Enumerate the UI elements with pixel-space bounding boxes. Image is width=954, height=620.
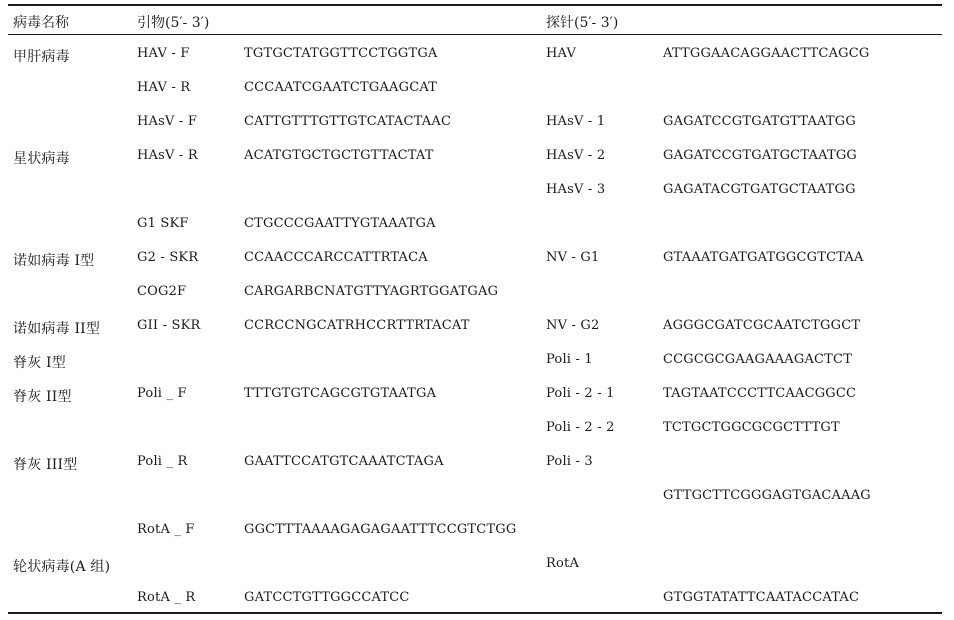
virus-name-cell: 轮状病毒(A 组) xyxy=(13,559,111,575)
primer-sequence-cell: CTGCCCGAATTYGTAAATGA xyxy=(244,216,436,231)
primer-name-cell: Poli _ F xyxy=(137,386,187,401)
probe-sequence-cell: GTGGTATATTCAATACCATAC xyxy=(663,590,860,605)
primer-name-cell: COG2F xyxy=(137,284,187,299)
table-header-rule xyxy=(8,34,942,35)
probe-name-cell: Poli - 2 - 2 xyxy=(546,420,615,435)
primer-sequence-cell: ACATGTGCTGCTGTTACTAT xyxy=(244,148,434,163)
probe-sequence-cell: GAGATACGTGATGCTAATGG xyxy=(663,182,856,197)
table-row xyxy=(0,308,954,342)
header-probe: 探针(5′- 3′) xyxy=(546,15,619,31)
primer-name-cell: HAV - F xyxy=(137,46,190,61)
probe-sequence-cell: GAGATCCGTGATGCTAATGG xyxy=(663,148,857,163)
virus-name-cell: 脊灰 III型 xyxy=(13,457,78,473)
primer-name-cell: HAsV - F xyxy=(137,114,198,129)
probe-sequence-cell: GTTGCTTCGGGAGTGACAAAG xyxy=(663,488,871,503)
primer-name-cell: RotA _ F xyxy=(137,522,195,537)
probe-name-cell: Poli - 3 xyxy=(546,454,593,469)
primer-name-cell: G1 SKF xyxy=(137,216,189,231)
primer-sequence-cell: GAATTCCATGTCAAATCTAGA xyxy=(244,454,444,469)
table-row xyxy=(0,70,954,104)
probe-name-cell: HAsV - 1 xyxy=(546,114,606,129)
probe-sequence-cell: ATTGGAACAGGAACTTCAGCG xyxy=(663,46,870,61)
probe-name-cell: HAV xyxy=(546,46,577,61)
table-row xyxy=(0,342,954,376)
probe-name-cell: HAsV - 2 xyxy=(546,148,606,163)
primer-sequence-cell: CCCAATCGAATCTGAAGCAT xyxy=(244,80,438,95)
primer-sequence-cell: TTTGTGTCAGCGTGTAATGA xyxy=(244,386,437,401)
probe-sequence-cell: TCTGCTGGCGCGCTTTGT xyxy=(663,420,840,435)
table-row xyxy=(0,512,954,546)
table-row xyxy=(0,478,954,512)
table-row xyxy=(0,274,954,308)
virus-name-cell: 甲肝病毒 xyxy=(13,49,70,65)
virus-name-cell: 脊灰 II型 xyxy=(13,389,72,405)
probe-name-cell: Poli - 2 - 1 xyxy=(546,386,615,401)
header-primer: 引物(5′- 3′) xyxy=(137,15,210,31)
probe-name-cell: Poli - 1 xyxy=(546,352,593,367)
probe-sequence-cell: GTAAATGATGATGGCGTCTAA xyxy=(663,250,864,265)
primer-sequence-cell: TGTGCTATGGTTCCTGGTGA xyxy=(244,46,438,61)
table-bottom-rule xyxy=(8,612,942,614)
virus-name-cell: 脊灰 I型 xyxy=(13,355,66,371)
primer-name-cell: G2 - SKR xyxy=(137,250,199,265)
probe-sequence-cell: CCGCGCGAAGAAAGACTCT xyxy=(663,352,853,367)
probe-sequence-cell: TAGTAATCCCTTCAACGGCC xyxy=(663,386,857,401)
primer-name-cell: RotA _ R xyxy=(137,590,196,605)
primer-sequence-cell: CATTGTTTGTTGTCATACTAAC xyxy=(244,114,452,129)
table-row xyxy=(0,138,954,172)
table-row xyxy=(0,546,954,580)
primer-name-cell: HAsV - R xyxy=(137,148,198,163)
primer-sequence-cell: CCRCCNGCATRHCCRTTRTACAT xyxy=(244,318,470,333)
probe-name-cell: NV - G2 xyxy=(546,318,600,333)
primer-name-cell: GII - SKR xyxy=(137,318,201,333)
probe-sequence-cell: AGGGCGATCGCAATCTGGCT xyxy=(663,318,861,333)
primer-sequence-cell: CARGARBCNATGTTYAGRTGGATGAG xyxy=(244,284,499,299)
table-top-rule xyxy=(8,4,942,6)
table-row xyxy=(0,444,954,478)
primer-sequence-cell: CCAACCCARCCATTRTACA xyxy=(244,250,428,265)
table-row xyxy=(0,172,954,206)
probe-name-cell: NV - G1 xyxy=(546,250,600,265)
virus-name-cell: 诺如病毒 I型 xyxy=(13,253,95,269)
table-row xyxy=(0,240,954,274)
probe-name-cell: HAsV - 3 xyxy=(546,182,606,197)
table-row xyxy=(0,36,954,70)
virus-name-cell: 诺如病毒 II型 xyxy=(13,321,101,337)
table-row xyxy=(0,376,954,410)
primer-name-cell: HAV - R xyxy=(137,80,191,95)
table-row xyxy=(0,206,954,240)
table-row xyxy=(0,580,954,614)
table-row xyxy=(0,104,954,138)
virus-name-cell: 星状病毒 xyxy=(13,151,70,167)
primer-name-cell: Poli _ R xyxy=(137,454,188,469)
primer-sequence-cell: GGCTTTAAAAGAGAGAATTTCCGTCTGG xyxy=(244,522,517,537)
probe-name-cell: RotA xyxy=(546,556,580,571)
header-virus-name: 病毒名称 xyxy=(13,15,69,31)
table-row xyxy=(0,410,954,444)
primer-sequence-cell: GATCCTGTTGGCCATCC xyxy=(244,590,410,605)
probe-sequence-cell: GAGATCCGTGATGTTAATGG xyxy=(663,114,856,129)
